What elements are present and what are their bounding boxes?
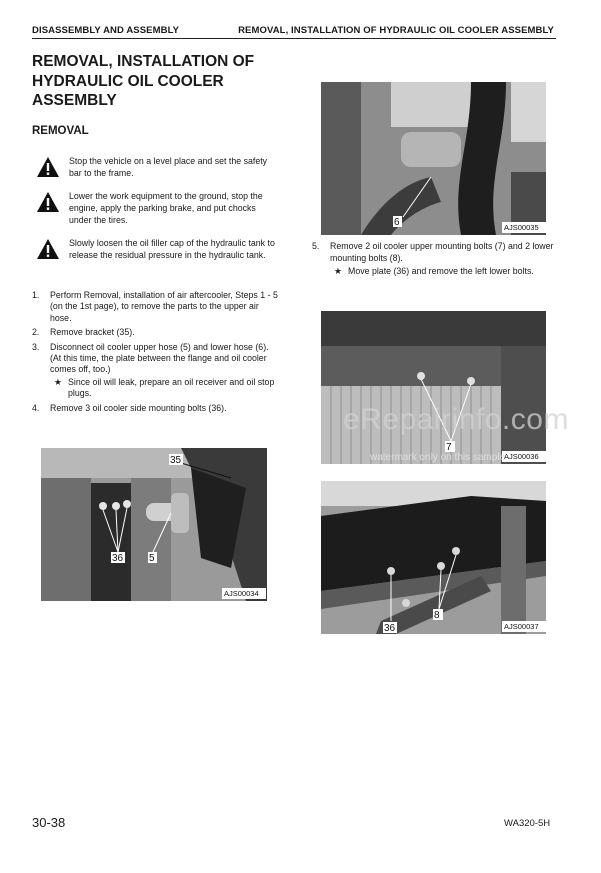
- callout-36: 36: [112, 553, 124, 564]
- callout-5: 5: [149, 553, 155, 564]
- watermark: eRepairinfo.com: [343, 403, 569, 436]
- figure-ajs00037: [321, 481, 546, 634]
- warning-icon: [36, 238, 60, 260]
- step-note: [50, 377, 282, 400]
- step-4: [32, 403, 282, 414]
- step-number: 1.: [32, 290, 40, 300]
- figure-code: AJS00036: [504, 452, 539, 461]
- running-header: [32, 22, 556, 39]
- callout-6: 6: [394, 217, 400, 228]
- procedure-steps-right: [312, 241, 557, 280]
- step-text: Remove 2 oil cooler upper mounting bolts (7) and 2 lower mounting bolts (8).: [330, 241, 554, 263]
- figure-code: AJS00037: [504, 622, 539, 631]
- step-note: [330, 266, 557, 278]
- figure-ajs00036: [321, 311, 546, 464]
- warning-3: [36, 237, 276, 273]
- warning-1: [36, 155, 276, 191]
- header-left: DISASSEMBLY AND ASSEMBLY: [32, 25, 180, 36]
- callout-8: 8: [434, 610, 440, 621]
- warning-text: Stop the vehicle on a level place and set the safety bar to the frame.: [69, 156, 268, 178]
- step-5: [312, 241, 557, 277]
- section-heading: REMOVAL: [32, 125, 89, 137]
- model-code: WA320-5H: [504, 818, 551, 829]
- step-number: 2.: [32, 327, 40, 338]
- figure-ajs00035: [321, 82, 546, 235]
- title-line-3: ASSEMBLY: [32, 92, 117, 109]
- page-title: [32, 52, 292, 111]
- note-text: Since oil will leak, prepare an oil receiver and oil stop plugs.: [68, 376, 275, 399]
- callout-35: 35: [170, 455, 182, 466]
- note-text: Move plate (36) and remove the left lower bolts.: [348, 265, 534, 276]
- watermark-subtext: watermark only on this sample: [370, 452, 506, 463]
- warning-icon: [36, 156, 60, 178]
- title-line-2: HYDRAULIC OIL COOLER: [32, 72, 224, 90]
- warning-2: [36, 190, 276, 226]
- step-number: 5.: [312, 241, 320, 251]
- step-text: Disconnect oil cooler upper hose (5) and lower hose (6). (At this time, the plate between the flange and oil cooler comes off, too.): [50, 341, 269, 375]
- figure-ajs00034: [41, 448, 267, 601]
- callout-36: 36: [384, 623, 396, 634]
- callout-7: 7: [446, 442, 452, 453]
- header-right: REMOVAL, INSTALLATION OF HYDRAULIC OIL COOLER ASSEMBLY: [238, 25, 554, 36]
- step-text: Remove bracket (35).: [50, 327, 135, 338]
- warning-icon: [36, 191, 60, 213]
- procedure-steps-left: [32, 290, 282, 417]
- step-number: 3.: [32, 341, 40, 352]
- step-1: [32, 290, 282, 324]
- star-icon: ★: [54, 376, 62, 387]
- title-line-1: REMOVAL, INSTALLATION OF: [32, 53, 255, 70]
- step-text: Perform Removal, installation of air aftercooler, Steps 1 - 5 (on the 1st page), to remove the parts to the upper air hose.: [50, 290, 278, 323]
- step-2: [32, 327, 282, 338]
- warning-text: Lower the work equipment to the ground, stop the engine, apply the parking brake, and put chocks under the tires.: [69, 191, 263, 225]
- page-number: 30-38: [32, 815, 66, 830]
- star-icon: ★: [334, 265, 342, 276]
- warning-text: Slowly loosen the oil filler cap of the hydraulic tank to release the residual pressure in the hydraulic tank.: [69, 238, 275, 260]
- step-number: 4.: [32, 402, 40, 413]
- figure-code: AJS00034: [224, 589, 259, 598]
- step-text: Remove 3 oil cooler side mounting bolts (36).: [50, 402, 227, 413]
- figure-code: AJS00035: [504, 223, 539, 232]
- step-3: [32, 342, 282, 400]
